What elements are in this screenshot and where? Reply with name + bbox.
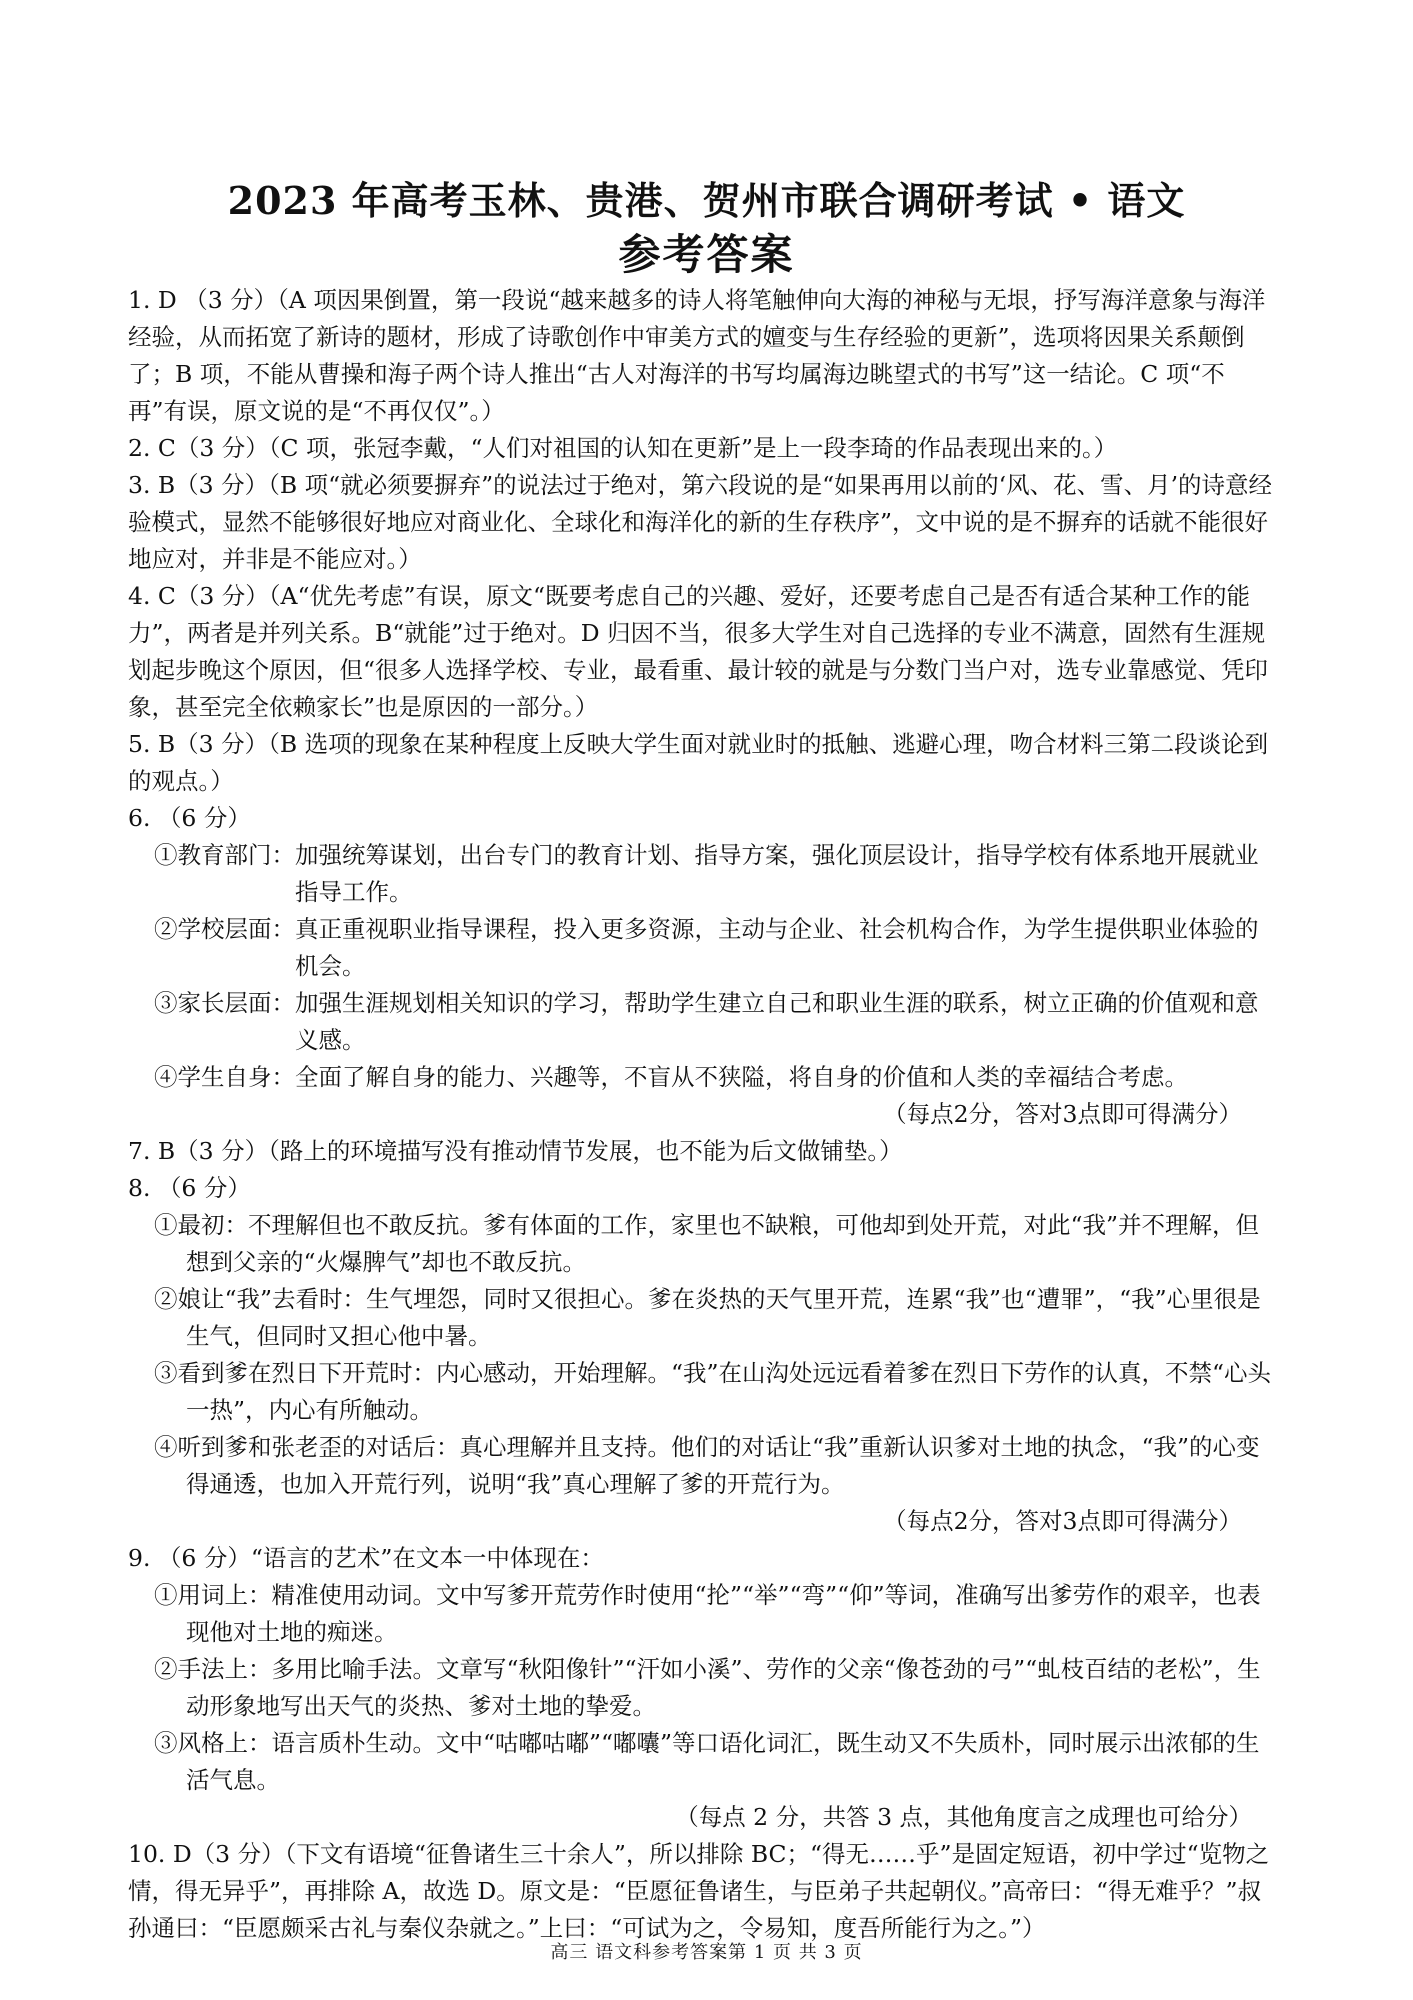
answer-6-point	[128, 837, 1278, 911]
point-text: 加强生涯规划相关知识的学习，帮助学生建立自己和职业生涯的联系，树立正确的价值观和意义感。	[295, 989, 1259, 1054]
answer-6-point	[128, 985, 1278, 1059]
answer-2: 2. C（3 分）（C 项，张冠李戴，“人们对祖国的认知在更新”是上一段李琦的作品表现出来的。）	[128, 434, 1118, 462]
answer-10: 10. D（3 分）（下文有语境“征鲁诸生三十余人”，所以排除 BC；“得无……乎”是固定短语，初中学过“览物之情，得无异乎”，再排除 A，故选 D。原文是：“臣愿征鲁诸生，与臣弟子共起朝仪。”高帝曰：“得无难乎？”叔孙通曰：“臣愿颇采古礼与秦仪杂就之。”上曰：“可试为之，令易知，度吾所能行为之。”）	[128, 1840, 1270, 1942]
answer-6-head: 6. （6 分）	[128, 804, 251, 832]
answer-6-score-note: （每点2分，答对3点即可得满分）	[883, 1100, 1242, 1128]
point-text: 加强统筹谋划，出台专门的教育计划、指导方案，强化顶层设计，指导学校有体系地开展就业指导工作。	[295, 841, 1259, 906]
answer-8-point: ②娘让“我”去看时：生气埋怨，同时又很担心。爹在炎热的天气里开荒，连累“我”也“遭罪”，“我”心里很是生气，但同时又担心他中暑。	[154, 1285, 1261, 1350]
answer-8-score-note: （每点2分，答对3点即可得满分）	[883, 1507, 1242, 1535]
answer-6-point	[128, 911, 1278, 985]
answer-1: 1. D （3 分）（A 项因果倒置，第一段说“越来越多的诗人将笔触伸向大海的神秘与无垠，抒写海洋意象与海洋经验，从而拓宽了新诗的题材，形成了诗歌创作中审美方式的嬗变与生存经验的更新”，选项将因果关系颠倒了；B 项，不能从曹操和海子两个诗人推出“古人对海洋的书写均属海边眺望式的书写”这一结论。C 项“不再”有误，原文说的是“不再仅仅”。）	[128, 286, 1266, 425]
answer-8-head: 8. （6 分）	[128, 1174, 251, 1202]
answer-5: 5. B（3 分）（B 选项的现象在某种程度上反映大学生面对就业时的抵触、逃避心理，吻合材料三第二段谈论到的观点。）	[128, 730, 1269, 795]
point-label: ③家长层面：	[154, 989, 295, 1017]
answer-3: 3. B（3 分）（B 项“就必须要摒弃”的说法过于绝对，第六段说的是“如果再用以前的‘风、花、雪、月’的诗意经验模式，显然不能够很好地应对商业化、全球化和海洋化的新的生存秩序”，文中说的是不摒弃的话就不能很好地应对，并非是不能应对。）	[128, 471, 1273, 573]
answer-9-score-note: （每点 2 分，共答 3 点，其他角度言之成理也可给分）	[675, 1803, 1252, 1831]
point-label: ④学生自身：	[154, 1063, 295, 1091]
answer-6-point	[128, 1059, 1278, 1096]
point-label: ②学校层面：	[154, 915, 295, 943]
page-footer: 高三 语文科参考答案第 1 页 共 3 页	[550, 1942, 863, 1963]
answer-4: 4. C（3 分）（A“优先考虑”有误，原文“既要考虑自己的兴趣、爱好，还要考虑自己是否有适合某种工作的能力”，两者是并列关系。B“就能”过于绝对。D 归因不当，很多大学生对自己选择的专业不满意，固然有生涯规划起步晚这个原因，但“很多人选择学校、专业，最看重、最计较的就是与分数门当户对，选专业靠感觉、凭印象，甚至完全依赖家长”也是原因的一部分。）	[128, 582, 1269, 721]
answer-9-point: ③风格上：语言质朴生动。文中“咕嘟咕嘟”“嘟囔”等口语化词汇，既生动又不失质朴，同时展示出浓郁的生活气息。	[154, 1729, 1260, 1794]
point-text: 全面了解自身的能力、兴趣等，不盲从不狭隘，将自身的价值和人类的幸福结合考虑。	[295, 1063, 1188, 1091]
document-title: 2023 年高考玉林、贵港、贺州市联合调研考试 • 语文	[227, 178, 1186, 223]
answer-8-point: ③看到爹在烈日下开荒时：内心感动，开始理解。“我”在山沟处远远看着爹在烈日下劳作的认真，不禁“心头一热”，内心有所触动。	[154, 1359, 1272, 1424]
answer-9-point: ②手法上：多用比喻手法。文章写“秋阳像针”“汗如小溪”、劳作的父亲“像苍劲的弓”“虬枝百结的老松”，生动形象地写出天气的炎热、爹对土地的挚爱。	[154, 1655, 1261, 1720]
answer-8-point: ①最初：不理解但也不敢反抗。爹有体面的工作，家里也不缺粮，可他却到处开荒，对此“我”并不理解，但想到父亲的“火爆脾气”却也不敢反抗。	[154, 1211, 1260, 1276]
answer-9	[128, 1540, 1278, 1836]
answer-6	[128, 800, 1278, 1133]
answer-9-point: ①用词上：精准使用动词。文中写爹开荒劳作时使用“抡”“举”“弯”“仰”等词，准确写出爹劳作的艰辛，也表现他对土地的痴迷。	[154, 1581, 1261, 1646]
answer-7: 7. B（3 分）（路上的环境描写没有推动情节发展，也不能为后文做铺垫。）	[128, 1137, 903, 1165]
point-label: ①教育部门：	[154, 841, 295, 869]
point-text: 真正重视职业指导课程，投入更多资源，主动与企业、社会机构合作，为学生提供职业体验的机会。	[295, 915, 1259, 980]
answer-list	[128, 282, 1278, 1947]
document-subtitle: 参考答案	[618, 230, 795, 279]
answer-9-head: 9. （6 分）“语言的艺术”在文本一中体现在：	[128, 1544, 604, 1572]
answer-8-point: ④听到爹和张老歪的对话后：真心理解并且支持。他们的对话让“我”重新认识爹对土地的执念，“我”的心变得通透，也加入开荒行列，说明“我”真心理解了爹的开荒行为。	[154, 1433, 1260, 1498]
answer-8	[128, 1170, 1278, 1540]
